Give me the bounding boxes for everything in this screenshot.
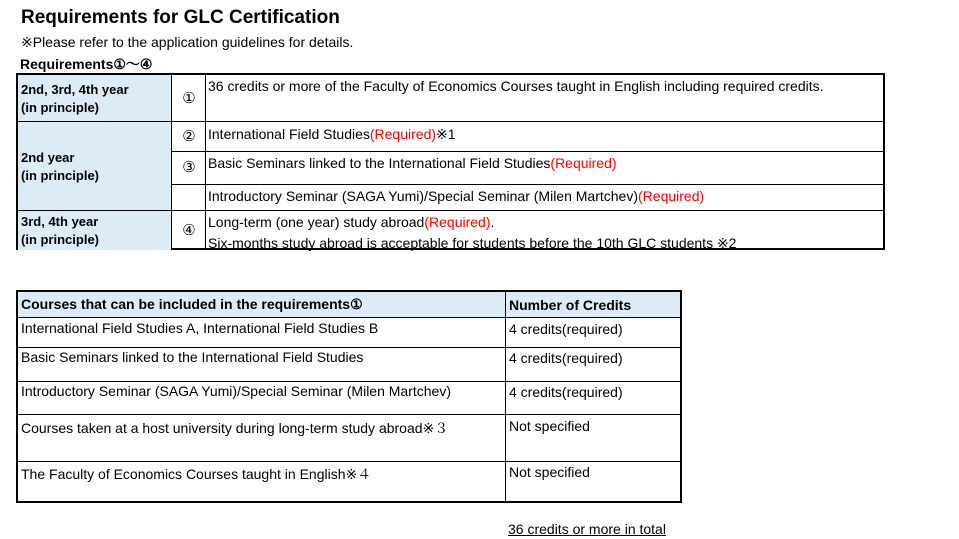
year-sublabel: (in principle) bbox=[21, 99, 99, 115]
course-row-4-name: Courses taken at a host university during long-term study abroad※３ bbox=[21, 420, 449, 436]
course-row-5-credits: Not specified bbox=[509, 464, 590, 480]
marker-3: ③ bbox=[182, 159, 196, 176]
requirement-4-text: Long-term (one year) study abroad(Required). bbox=[208, 214, 495, 230]
header-credits: Number of Credits bbox=[509, 297, 632, 313]
course-row-3-name: Introductory Seminar (SAGA Yumi)/Special Seminar (Milen Martchev) bbox=[21, 383, 452, 399]
header-course: Courses that can be included in the requirements① bbox=[21, 296, 363, 312]
requirement-2-text: International Field Studies(Required)※1 bbox=[208, 126, 456, 142]
year-cell-2nd-3rd-4th bbox=[18, 75, 172, 122]
required-tag: (Required) bbox=[424, 214, 491, 230]
course-row-3-credits: 4 credits(required) bbox=[509, 384, 623, 400]
guidelines-note: ※Please refer to the application guidelines for details. bbox=[21, 34, 354, 50]
year-cell-3rd-4th bbox=[18, 211, 172, 250]
course-row-2-credits: 4 credits(required) bbox=[509, 350, 623, 366]
marker-4: ④ bbox=[182, 222, 196, 239]
course-row-5-name: The Faculty of Economics Courses taught in English※４ bbox=[21, 466, 372, 482]
year-cell-2nd bbox=[18, 122, 172, 211]
required-tag: (Required) bbox=[638, 188, 705, 204]
requirement-3-text: Basic Seminars linked to the International Field Studies(Required) bbox=[208, 155, 617, 171]
total-credits-note: 36 credits or more in total bbox=[508, 521, 666, 537]
requirement-1-text: 36 credits or more of the Faculty of Economics Courses taught in English including required credits. bbox=[208, 78, 824, 94]
marker-1: ① bbox=[182, 90, 196, 107]
courses-table bbox=[16, 290, 682, 503]
year-label: 2nd, 3rd, 4th year bbox=[21, 81, 129, 97]
requirements-table bbox=[16, 73, 885, 250]
year-label: 3rd, 4th year bbox=[21, 213, 99, 229]
course-row-1-credits: 4 credits(required) bbox=[509, 321, 623, 337]
year-sublabel: (in principle) bbox=[21, 167, 99, 183]
requirements-header: Requirements①～④ bbox=[20, 56, 153, 72]
year-label: 2nd year bbox=[21, 149, 75, 165]
requirement-seminar-text: Introductory Seminar (SAGA Yumi)/Special Seminar (Milen Martchev)(Required) bbox=[208, 188, 705, 204]
requirement-4-note: Six-months study abroad is acceptable for students before the 10th GLC students ※2 bbox=[208, 235, 737, 251]
page-title: Requirements for GLC Certification bbox=[21, 7, 340, 28]
required-tag: (Required) bbox=[369, 126, 437, 142]
required-tag: (Required) bbox=[550, 155, 617, 171]
course-row-4-credits: Not specified bbox=[509, 418, 590, 434]
year-sublabel: (in principle) bbox=[21, 231, 99, 247]
marker-2: ② bbox=[182, 128, 196, 145]
course-row-2-name: Basic Seminars linked to the International Field Studies bbox=[21, 349, 364, 365]
course-row-1-name: International Field Studies A, International Field Studies B bbox=[21, 320, 379, 336]
